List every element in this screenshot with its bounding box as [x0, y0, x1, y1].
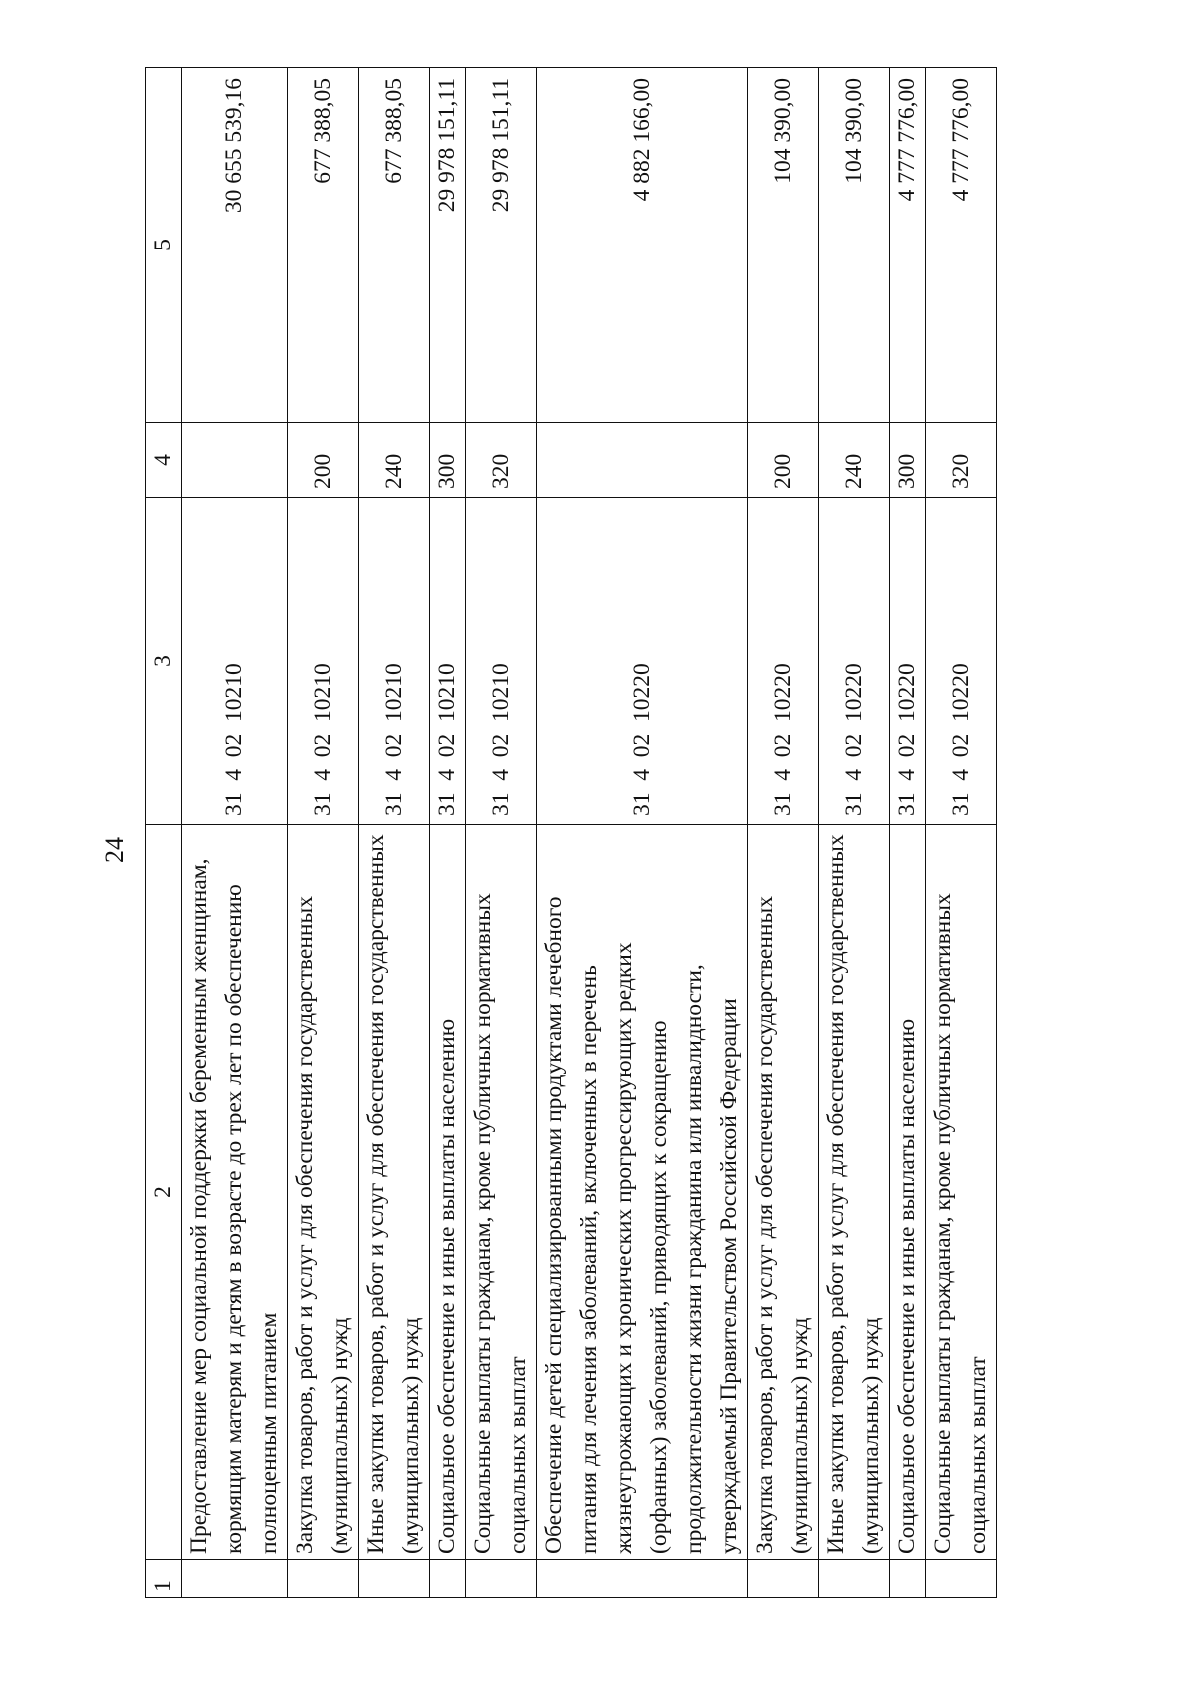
- row-number-cell: [926, 1560, 997, 1598]
- row-type: 200: [288, 423, 359, 498]
- row-sum: 677 388,05: [359, 68, 430, 423]
- row-name: Социальное обеспечение и иные выплаты населению: [430, 825, 466, 1560]
- row-sum: 29 978 151,11: [430, 68, 466, 423]
- row-sum: 30 655 539,16: [182, 68, 288, 423]
- row-number-cell: [359, 1560, 430, 1598]
- header-col-4: 4: [146, 423, 182, 498]
- row-code: 31 4 02 10210: [288, 498, 359, 825]
- header-row: [146, 68, 182, 1598]
- header-col-3: 3: [146, 498, 182, 825]
- row-code: 31 4 02 10220: [748, 498, 819, 825]
- page-number: 24: [100, 837, 129, 863]
- row-type: 240: [819, 423, 890, 498]
- row-code: 31 4 02 10220: [537, 498, 748, 825]
- row-name: Социальные выплаты гражданам, кроме публичных нормативных социальных выплат: [926, 825, 997, 1560]
- header-col-2: 2: [146, 825, 182, 1560]
- row-number-cell: [182, 1560, 288, 1598]
- row-code: 31 4 02 10210: [466, 498, 537, 825]
- row-name: Иные закупки товаров, работ и услуг для обеспечения государственных (муниципальных) нужд: [359, 825, 430, 1560]
- row-number-cell: [466, 1560, 537, 1598]
- row-code: 31 4 02 10210: [182, 498, 288, 825]
- row-name: Социальное обеспечение и иные выплаты населению: [890, 825, 926, 1560]
- row-sum: 4 777 776,00: [926, 68, 997, 423]
- table-row: [890, 68, 926, 1598]
- header-col-5: 5: [146, 68, 182, 423]
- rotated-table-container: [145, 68, 1035, 1598]
- row-sum: 4 777 776,00: [890, 68, 926, 423]
- row-name: Обеспечение детей специализированными продуктами лечебного питания для лечения заболеваний, включенных в перечень жизнеугрожающих и хронических прогрессирующих редких (орфанных) заболеваний, приводящих к сокращению продолжительности жизни гражданина или инвалидности, утверждаемый Правительством Российской Федерации: [537, 825, 748, 1560]
- row-name: Закупка товаров, работ и услуг для обеспечения государственных (муниципальных) нужд: [288, 825, 359, 1560]
- row-type: 300: [890, 423, 926, 498]
- row-number-cell: [748, 1560, 819, 1598]
- row-code: 31 4 02 10220: [819, 498, 890, 825]
- row-number-cell: [890, 1560, 926, 1598]
- row-code: 31 4 02 10210: [430, 498, 466, 825]
- table-row: [926, 68, 997, 1598]
- table-row: [537, 68, 748, 1598]
- row-name: Закупка товаров, работ и услуг для обеспечения государственных (муниципальных) нужд: [748, 825, 819, 1560]
- row-sum: 4 882 166,00: [537, 68, 748, 423]
- row-name: Иные закупки товаров, работ и услуг для обеспечения государственных (муниципальных) нужд: [819, 825, 890, 1560]
- row-type: 240: [359, 423, 430, 498]
- row-sum: 104 390,00: [819, 68, 890, 423]
- row-name: Предоставление мер социальной поддержки беременным женщинам, кормящим матерям и детям в возрасте до трех лет по обеспечению полноценным питанием: [182, 825, 288, 1560]
- row-type: [537, 423, 748, 498]
- table-row: [819, 68, 890, 1598]
- row-sum: 104 390,00: [748, 68, 819, 423]
- row-code: 31 4 02 10220: [890, 498, 926, 825]
- row-number-cell: [819, 1560, 890, 1598]
- table-row: [748, 68, 819, 1598]
- row-number-cell: [430, 1560, 466, 1598]
- row-code: 31 4 02 10210: [359, 498, 430, 825]
- row-type: 320: [466, 423, 537, 498]
- table-row: [359, 68, 430, 1598]
- table-row: [466, 68, 537, 1598]
- row-name: Социальные выплаты гражданам, кроме публичных нормативных социальных выплат: [466, 825, 537, 1560]
- row-sum: 29 978 151,11: [466, 68, 537, 423]
- row-number-cell: [537, 1560, 748, 1598]
- row-number-cell: [288, 1560, 359, 1598]
- row-sum: 677 388,05: [288, 68, 359, 423]
- table-row: [288, 68, 359, 1598]
- table-row: [182, 68, 288, 1598]
- row-type: 320: [926, 423, 997, 498]
- table-row: [430, 68, 466, 1598]
- header-col-1: 1: [146, 1560, 182, 1598]
- row-type: 300: [430, 423, 466, 498]
- budget-table: [145, 67, 997, 1598]
- row-type: [182, 423, 288, 498]
- row-code: 31 4 02 10220: [926, 498, 997, 825]
- row-type: 200: [748, 423, 819, 498]
